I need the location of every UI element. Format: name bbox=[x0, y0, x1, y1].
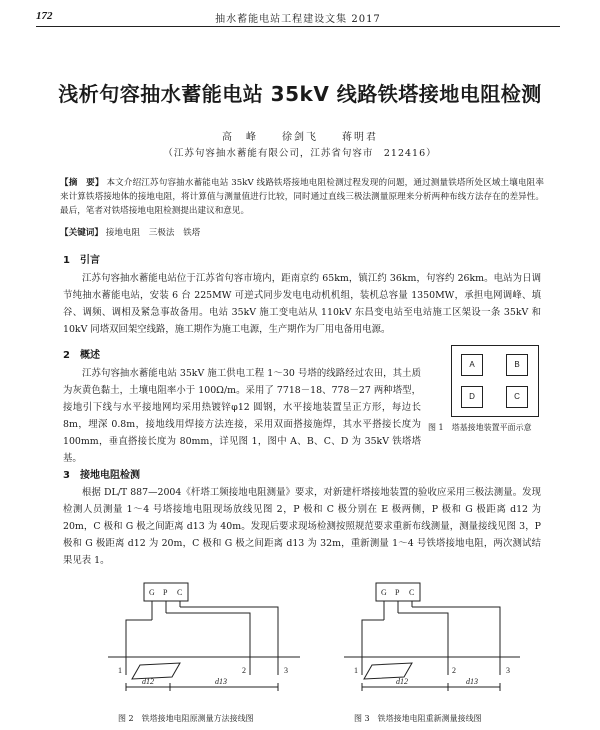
section-heading-3: 3 接地电阻检测 bbox=[63, 470, 140, 481]
section-heading-1: 1 引言 bbox=[63, 255, 100, 266]
fig2-dim-d13: d13 bbox=[215, 677, 227, 686]
fig3-dim-d12: d12 bbox=[396, 677, 408, 686]
fig2-electrode-2: 2 bbox=[242, 666, 246, 675]
tower-foot-c: C bbox=[506, 386, 528, 408]
figures-2-3 bbox=[0, 575, 600, 700]
figure-3-caption: 图 3 铁塔接地电阻重新测量接线图 bbox=[354, 714, 482, 723]
figure-1-caption: 图 1 塔基接地装置平面示意 bbox=[428, 423, 532, 432]
page-number: 172 bbox=[36, 10, 53, 22]
section-heading-2: 2 概述 bbox=[63, 350, 100, 361]
figure-1-diagram bbox=[451, 345, 539, 417]
fig3-label-c: C bbox=[409, 588, 415, 597]
fig3-electrode-3: 3 bbox=[506, 666, 510, 675]
authors: 高 峰 徐剑飞 蒋明君 bbox=[222, 132, 378, 143]
fig2-dim-d12: d12 bbox=[142, 677, 154, 686]
section-2-paragraph: 江苏句容抽水蓄能电站 35kV 施工供电工程 1～30 号塔的线路经过农田，其土质为灰黄色黏土，土壤电阻率小于 100Ω/m。采用了 7718－18、778－27 两种塔型，接地引下线与水平接地网均采用热镀锌φ12 圆钢，水平接地装置呈正方形，每边长 8m，埋深 0.8m，接地线用焊接方法连接，采用双面搭接施焊，其水平搭接长度为 100mm，垂直搭接长度为 80mm，详见图 1，图中 A、B、C、D 为 35kV 铁塔塔基。 bbox=[63, 368, 421, 464]
figure-3-diagram bbox=[344, 583, 520, 691]
journal-title: 抽水蓄能电站工程建设文集 2017 bbox=[215, 14, 381, 25]
abstract-label: 【摘 要】 bbox=[60, 178, 104, 188]
fig2-label-p: P bbox=[163, 588, 168, 597]
paper-title: 浅析句容抽水蓄能电站 35kV 线路铁塔接地电阻检测 bbox=[58, 82, 542, 106]
fig3-dim-d13: d13 bbox=[466, 677, 478, 686]
section-3-paragraph: 根据 DL/T 887—2004《杆塔工频接地电阻测量》要求，对新建杆塔接地装置的验收应采用三极法测量。发现检测人员测量 1～4 号塔接地电阻现场放线见图 2，P 极和 C 极分别在 E 极两侧，P 极和 G 极距离 d12 为 20m，C 极和 G 极之间距离 d13 为 40m。发现后要求现场检测按照规范要求重新布线测量，测量接线见图 3，P 极和 G 极距离 d12 为 20m，C 极和 G 极之间距离 d13 为 32m，重新测量 1～4 号铁塔接地电阻，两次测试结果见表 1。 bbox=[63, 487, 541, 566]
fig3-electrode-2: 2 bbox=[452, 666, 456, 675]
tower-foot-a: A bbox=[461, 354, 483, 376]
tower-foot-b: B bbox=[506, 354, 528, 376]
keywords-text: 接地电阻 三极法 铁塔 bbox=[105, 228, 201, 238]
running-header bbox=[36, 8, 560, 27]
section-1-paragraph: 江苏句容抽水蓄能电站位于江苏省句容市境内，距南京约 65km，镇江约 36km，句容约 26km。电站为日调节纯抽水蓄能电站，安装 6 台 225MW 可逆式同步发电电动机机组，装机总容量 1350MW，承担电网调峰、填谷、调频、调相及紧急事故备用。电站 35kV 施工变电站从 110kV 东昌变电站至电站施工区架设一条 35kV 和 10kV 同塔双回架空线路，施工期作为施工电源，生产期作为厂用电备用电源。 bbox=[63, 273, 541, 335]
fig2-label-g: G bbox=[149, 588, 155, 597]
abstract-text: 本文介绍江苏句容抽水蓄能电站 35kV 线路铁塔接地电阻检测过程发现的问题，通过测量铁塔所处区域土壤电阻率来计算铁塔接地体的接地电阻，将计算值与测量值进行比较，同时通过直线三极法测量原理来分析两种布线方法存在的差异性。最后，笔者对铁塔接地电阻检测提出建议和意见。 bbox=[60, 178, 544, 216]
affiliation: （江苏句容抽水蓄能有限公司，江苏省句容市 212416） bbox=[163, 148, 437, 159]
fig2-label-c: C bbox=[177, 588, 183, 597]
fig2-electrode-1: 1 bbox=[118, 666, 122, 675]
figure-2-diagram bbox=[108, 583, 300, 691]
tower-foot-d: D bbox=[461, 386, 483, 408]
figure-2-caption: 图 2 铁塔接地电阻原测量方法接线图 bbox=[118, 714, 254, 723]
keywords-label: 【关键词】 bbox=[60, 228, 103, 238]
fig3-label-g: G bbox=[381, 588, 387, 597]
fig2-electrode-3: 3 bbox=[284, 666, 288, 675]
fig3-electrode-1: 1 bbox=[354, 666, 358, 675]
fig3-label-p: P bbox=[395, 588, 400, 597]
keywords bbox=[60, 226, 200, 238]
abstract bbox=[60, 176, 544, 218]
